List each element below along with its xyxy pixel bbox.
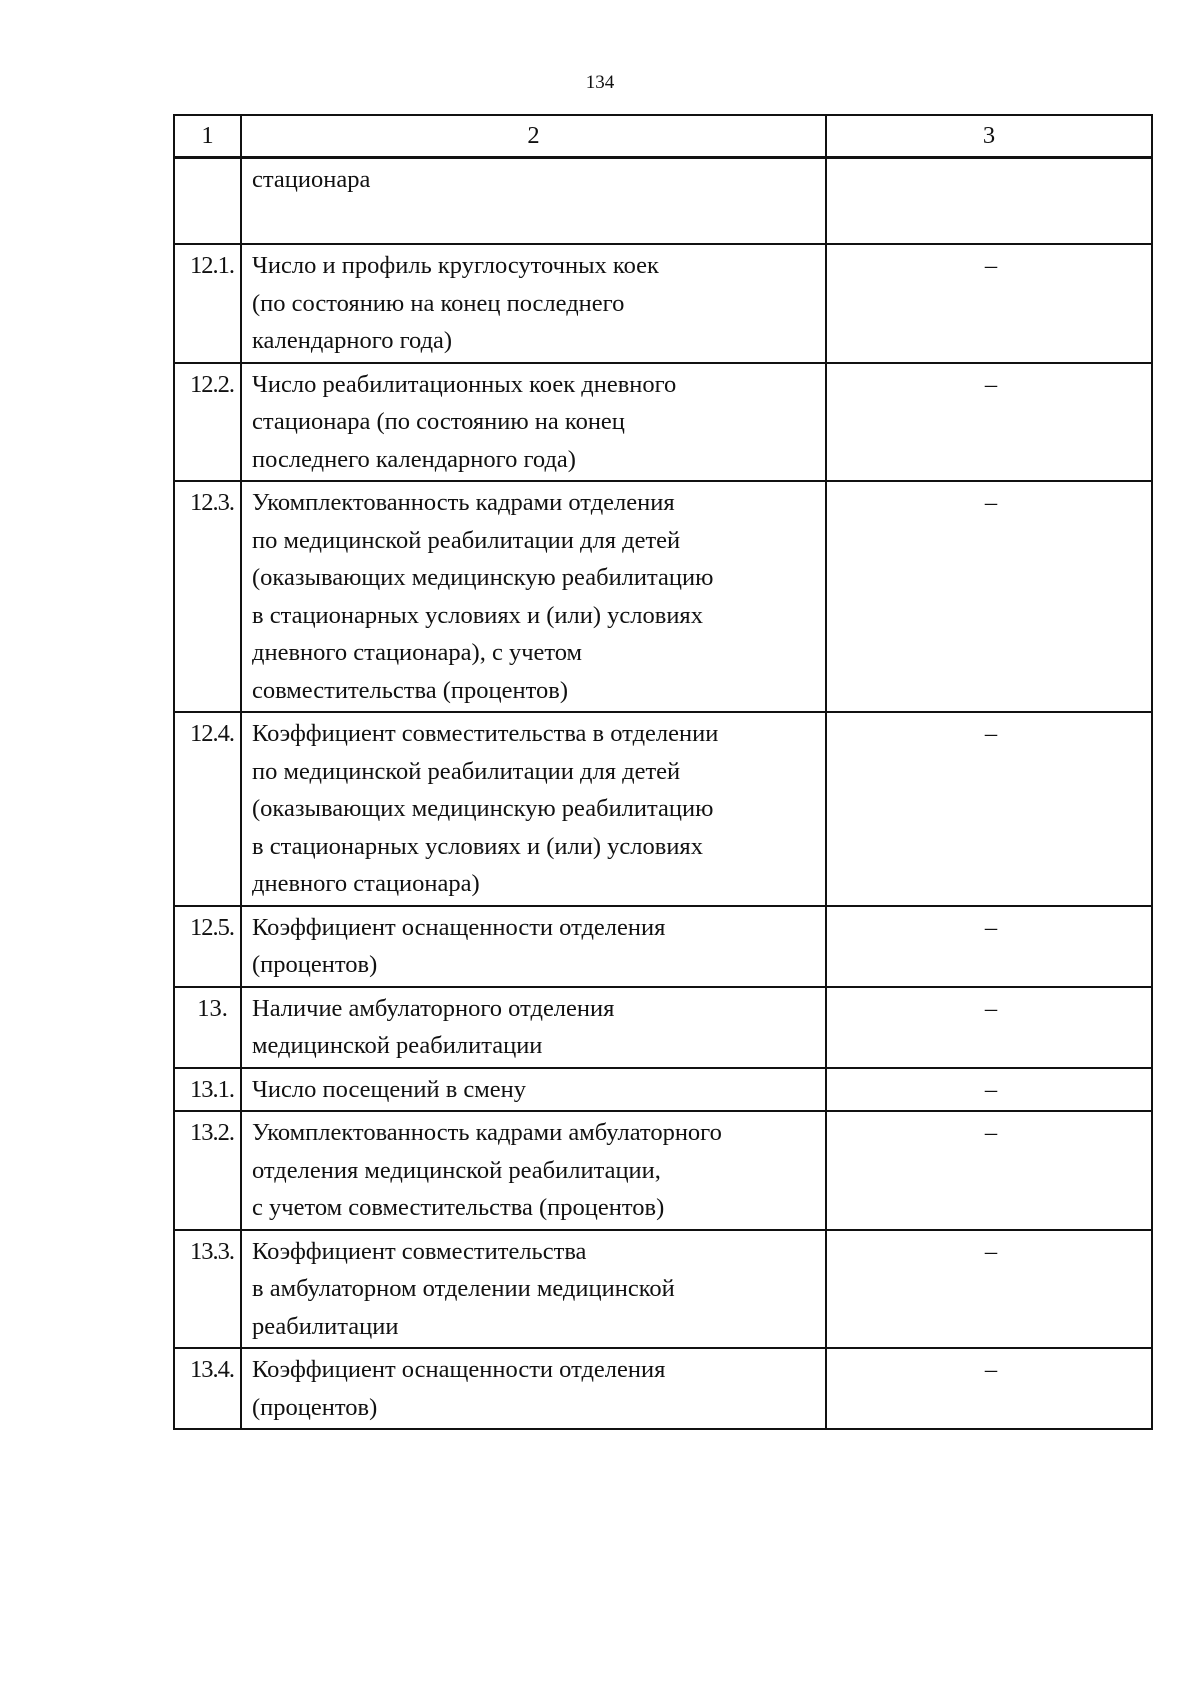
indicators-table [173,114,1153,1430]
table-row [174,158,1152,245]
row-value: – [826,244,1152,363]
indicator-line: по медицинской реабилитации для детей [252,526,681,554]
page-number: 134 [585,72,615,93]
row-indicator [241,1348,826,1429]
row-number: 12.5. [174,906,241,987]
table-row [174,1230,1152,1349]
indicator-line: Коэффициент совместительства [252,1237,587,1265]
row-value: – [826,1230,1152,1349]
indicator-line: дневного стационара), с учетом [252,639,583,666]
indicator-line: Число и профиль круглосуточных коек [252,252,659,279]
row-number: 13. [174,987,241,1068]
row-indicator [241,1111,826,1230]
indicator-line: дневного стационара) [252,870,480,897]
indicator-line: стационара (по состоянию на конец [252,408,625,435]
table-row [174,906,1152,987]
indicator-line: (оказывающих медицинскую реабилитацию [252,564,714,591]
row-number: 12.1. [174,244,241,363]
indicator-line: стационара [252,166,371,193]
row-value: – [826,363,1152,482]
indicator-line: по медицинской реабилитации для детей [252,757,681,785]
table-body [174,158,1152,1430]
indicator-line: с учетом совместительства (процентов) [252,1194,665,1221]
indicator-line: Наличие амбулаторного отделения [252,994,615,1022]
indicator-line: Коэффициент оснащенности отделения [252,913,666,941]
indicator-line: в стационарных условиях и (или) условиях [252,832,703,860]
table-row [174,1348,1152,1429]
row-indicator [241,244,826,363]
row-value: – [826,481,1152,712]
row-value: – [826,1348,1152,1429]
indicator-line: Укомплектованность кадрами отделения [252,489,675,516]
row-number: 13.2. [174,1111,241,1230]
row-indicator [241,158,826,245]
table-row [174,481,1152,712]
indicator-line: в амбулаторном отделении медицинской [252,1275,675,1302]
table-row [174,1068,1152,1112]
indicator-line: Число реабилитационных коек дневного [252,370,677,398]
row-number: 13.3. [174,1230,241,1349]
row-value: – [826,1111,1152,1230]
row-number [174,158,241,245]
row-value: – [826,712,1152,906]
header-col-2: 2 [241,115,826,158]
row-value: – [826,906,1152,987]
row-value: – [826,1068,1152,1112]
row-number: 12.4. [174,712,241,906]
indicator-line: в стационарных условиях и (или) условиях [252,601,703,629]
indicator-line: совместительства (процентов) [252,676,568,704]
row-indicator [241,987,826,1068]
row-indicator [241,481,826,712]
row-number: 12.2. [174,363,241,482]
row-indicator [241,712,826,906]
header-col-3: 3 [826,115,1152,158]
indicator-line: Число посещений в смену [252,1075,527,1103]
row-number: 13.1. [174,1068,241,1112]
indicator-line: Коэффициент совместительства в отделении [252,720,719,747]
indicator-line: Коэффициент оснащенности отделения [252,1356,666,1383]
indicator-line: отделения медицинской реабилитации, [252,1156,661,1184]
indicator-line: (оказывающих медицинскую реабилитацию [252,795,714,822]
row-indicator [241,1068,826,1112]
row-number: 12.3. [174,481,241,712]
header-col-1: 1 [174,115,241,158]
indicator-line: (процентов) [252,1393,378,1421]
table-row [174,712,1152,906]
indicator-line: медицинской реабилитации [252,1032,543,1059]
indicator-line: календарного года) [252,327,453,354]
table-row [174,244,1152,363]
table-row [174,363,1152,482]
table-header-row [174,115,1152,158]
indicator-line: (процентов) [252,951,378,978]
row-number: 13.4. [174,1348,241,1429]
table-row [174,987,1152,1068]
row-value [826,158,1152,245]
row-indicator [241,363,826,482]
table-row [174,1111,1152,1230]
indicator-line: реабилитации [252,1312,399,1340]
row-value: – [826,987,1152,1068]
row-indicator [241,1230,826,1349]
indicator-line: Укомплектованность кадрами амбулаторного [252,1119,722,1146]
row-indicator [241,906,826,987]
indicator-line: последнего календарного года) [252,445,576,473]
indicator-line: (по состоянию на конец последнего [252,289,625,317]
